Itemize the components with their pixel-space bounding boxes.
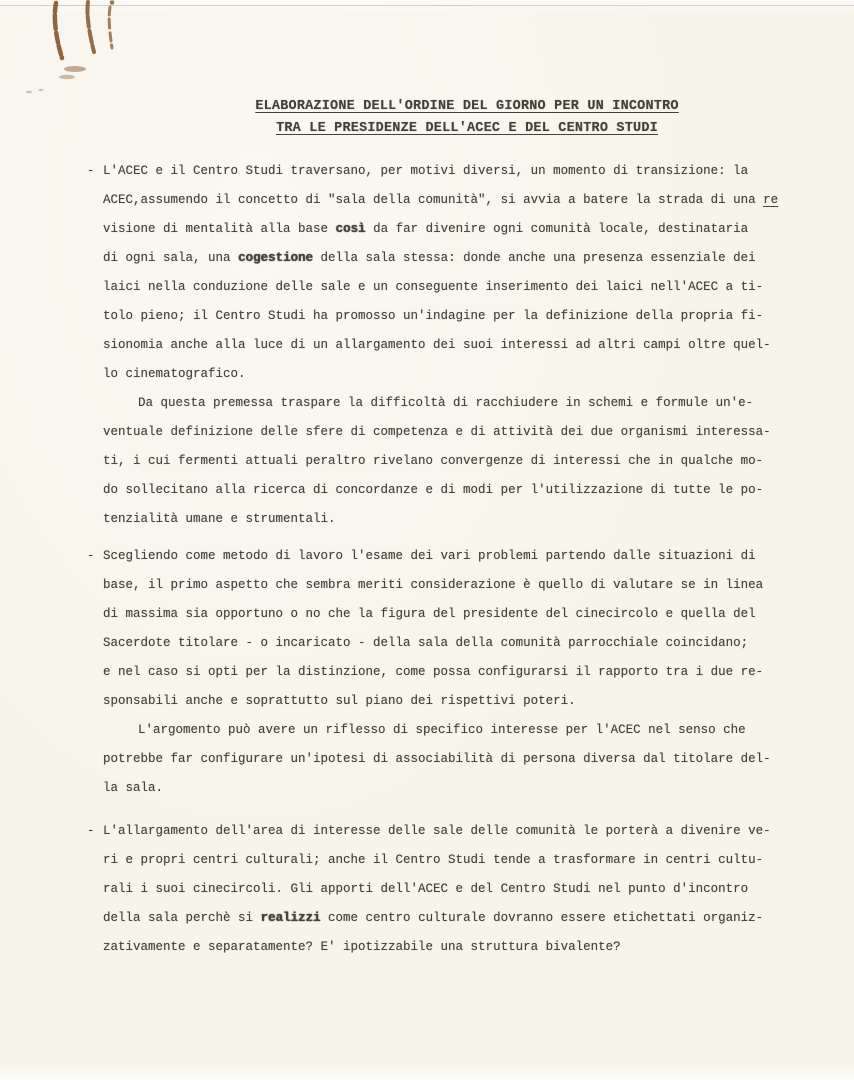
text-line: e nel caso si opti per la distinzione, come possa configurarsi il rapporto tra i due re- [103, 665, 764, 679]
dash-bullet: - [87, 824, 95, 838]
paragraph [87, 542, 787, 716]
dash-bullet: - [87, 164, 95, 178]
text-line: rali i suoi cinecircoli. Gli apporti dell'ACEC e del Centro Studi nel punto d'incontro [103, 882, 749, 896]
text-line: ti, i cui fermenti attuali peraltro rivelano convergenze di interessi che in qualche mo- [103, 454, 764, 468]
text-line: L'argomento può avere un riflesso di specifico interesse per l'ACEC nel senso che [138, 723, 746, 737]
text-line: visione di mentalità alla base così da far divenire ogni comunità locale, destinataria [103, 222, 749, 236]
text-line: ventuale definizione delle sfere di competenza e di attività dei due organismi interessa- [103, 425, 771, 439]
title-line-2: TRA LE PRESIDENZE DELL'ACEC E DEL CENTRO STUDI [276, 121, 658, 136]
text-line: L'ACEC e il Centro Studi traversano, per motivi diversi, un momento di transizione: la [103, 164, 749, 178]
title-line-1: ELABORAZIONE DELL'ORDINE DEL GIORNO PER UN INCONTRO [255, 99, 679, 114]
text-line: do sollecitano alla ricerca di concordanze e di modi per l'utilizzazione di tutte le po- [103, 483, 764, 497]
text-line: L'allargamento dell'area di interesse delle sale delle comunità le porterà a divenire ve- [103, 824, 771, 838]
overstruck-word: così [335, 222, 366, 236]
text-line: potrebbe far configurare un'ipotesi di associabilità di persona diversa dal titolare del- [103, 752, 771, 766]
text-line: sionomia anche alla luce di un allargamento dei suoi interessi ad altri campi oltre quel- [103, 338, 771, 352]
text-line: la sala. [103, 781, 164, 795]
overstruck-word: cogestione [238, 251, 314, 265]
document-body [87, 157, 787, 962]
ink-smudge-icon [20, 0, 150, 100]
paragraph [87, 716, 787, 803]
underlined-word-break: re [763, 193, 779, 207]
text-line: sponsabili anche e soprattutto sul piano dei rispettivi poteri. [103, 694, 576, 708]
text-line: di ogni sala, una cogestione della sala stessa: donde anche una presenza essenziale dei [103, 251, 756, 265]
text-line: lo cinematografico. [103, 367, 246, 381]
text-line: base, il primo aspetto che sembra meriti considerazione è quello di valutare se in linea [103, 578, 764, 592]
text-line: Sacerdote titolare - o incaricato - della sala della comunità parrocchiale coincidano; [103, 636, 749, 650]
text-line: Scegliendo come metodo di lavoro l'esame dei vari problemi partendo dalle situazioni di [103, 549, 756, 563]
paragraph [87, 817, 787, 962]
dash-bullet: - [87, 549, 95, 563]
paragraph [87, 157, 787, 389]
text-line: Da questa premessa traspare la difficoltà di racchiudere in schemi e formule un'e- [138, 396, 754, 410]
text-line: zativamente e separatamente? E' ipotizzabile una struttura bivalente? [103, 940, 621, 954]
document-title [80, 96, 854, 140]
text-line: tolo pieno; il Centro Studi ha promosso un'indagine per la definizione della propria fi- [103, 309, 764, 323]
paragraph [87, 389, 787, 534]
text-line: ACEC,assumendo il concetto di "sala della comunità", si avvia a batere la strada di una re [103, 193, 779, 207]
text-line: ri e propri centri culturali; anche il Centro Studi tende a trasformare in centri cultu- [103, 853, 764, 867]
text-line: di massima sia opportuno o no che la figura del presidente del cinecircolo e quella del [103, 607, 756, 621]
text-line: della sala perchè si realizzi come centro culturale dovranno essere etichettati organiz- [103, 911, 764, 925]
text-line: laici nella conduzione delle sale e un conseguente inserimento dei laici nell'ACEC a ti- [103, 280, 764, 294]
text-line: tenzialità umane e strumentali. [103, 512, 336, 526]
overstruck-word: realizzi [260, 911, 321, 925]
